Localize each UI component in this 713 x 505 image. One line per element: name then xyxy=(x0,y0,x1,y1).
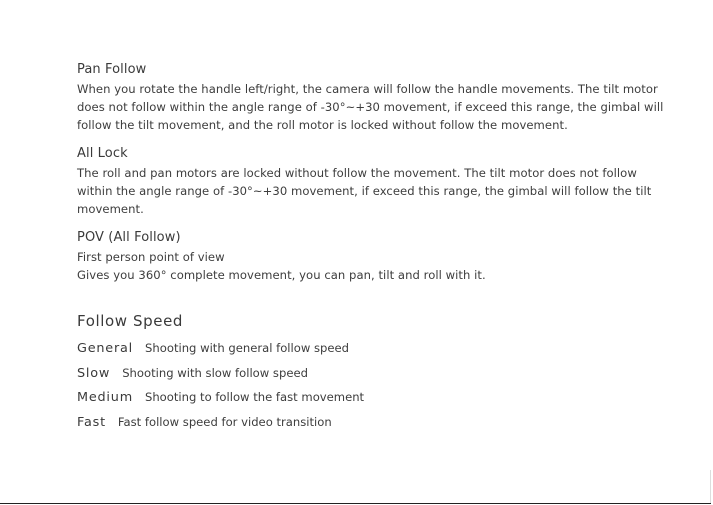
manual-page xyxy=(77,61,677,439)
section-text-line: within the angle range of -30°~+30 movement, if exceed this range, the gimbal will follow the tilt xyxy=(77,184,652,198)
speed-description: Shooting with slow follow speed xyxy=(122,365,308,380)
section-heading: Pan Follow xyxy=(77,62,147,77)
speed-description: Shooting with general follow speed xyxy=(145,341,350,355)
speed-name: Fast xyxy=(77,414,106,430)
section-text-line: The roll and pan motors are locked without follow the movement. The tilt motor does not follow xyxy=(77,166,637,180)
page-bottom-divider xyxy=(0,503,711,504)
speed-item-fast xyxy=(77,415,677,440)
section-text-line: Gives you 360° complete movement, you can pan, tilt and roll with it. xyxy=(77,268,486,282)
section-text-line: movement. xyxy=(77,202,144,216)
speed-name: Medium xyxy=(77,390,133,405)
section-pan-follow xyxy=(77,61,677,134)
speed-item-slow xyxy=(77,366,677,391)
speed-item-medium xyxy=(77,390,677,415)
section-heading: POV (All Follow) xyxy=(77,230,181,245)
section-text-line: When you rotate the handle left/right, the camera will follow the handle movements. The tilt motor xyxy=(77,82,658,96)
speed-description: Shooting to follow the fast movement xyxy=(144,390,365,404)
speed-name: Slow xyxy=(77,365,111,381)
section-pov xyxy=(77,229,677,284)
speed-item-general xyxy=(77,341,677,366)
follow-speed-title: Follow Speed xyxy=(77,312,184,330)
section-all-lock xyxy=(77,145,677,218)
section-text-line: does not follow within the angle range of -30°~+30 movement, if exceed this range, the gimbal will xyxy=(77,100,664,114)
section-text-line: follow the tilt movement, and the roll motor is locked without follow the movement. xyxy=(77,118,568,132)
speed-name: General xyxy=(77,341,134,356)
speed-description: Fast follow speed for video transition xyxy=(117,414,332,429)
page-edge-divider xyxy=(710,470,711,504)
section-text-line: First person point of view xyxy=(77,250,225,264)
section-heading: All Lock xyxy=(77,146,128,161)
